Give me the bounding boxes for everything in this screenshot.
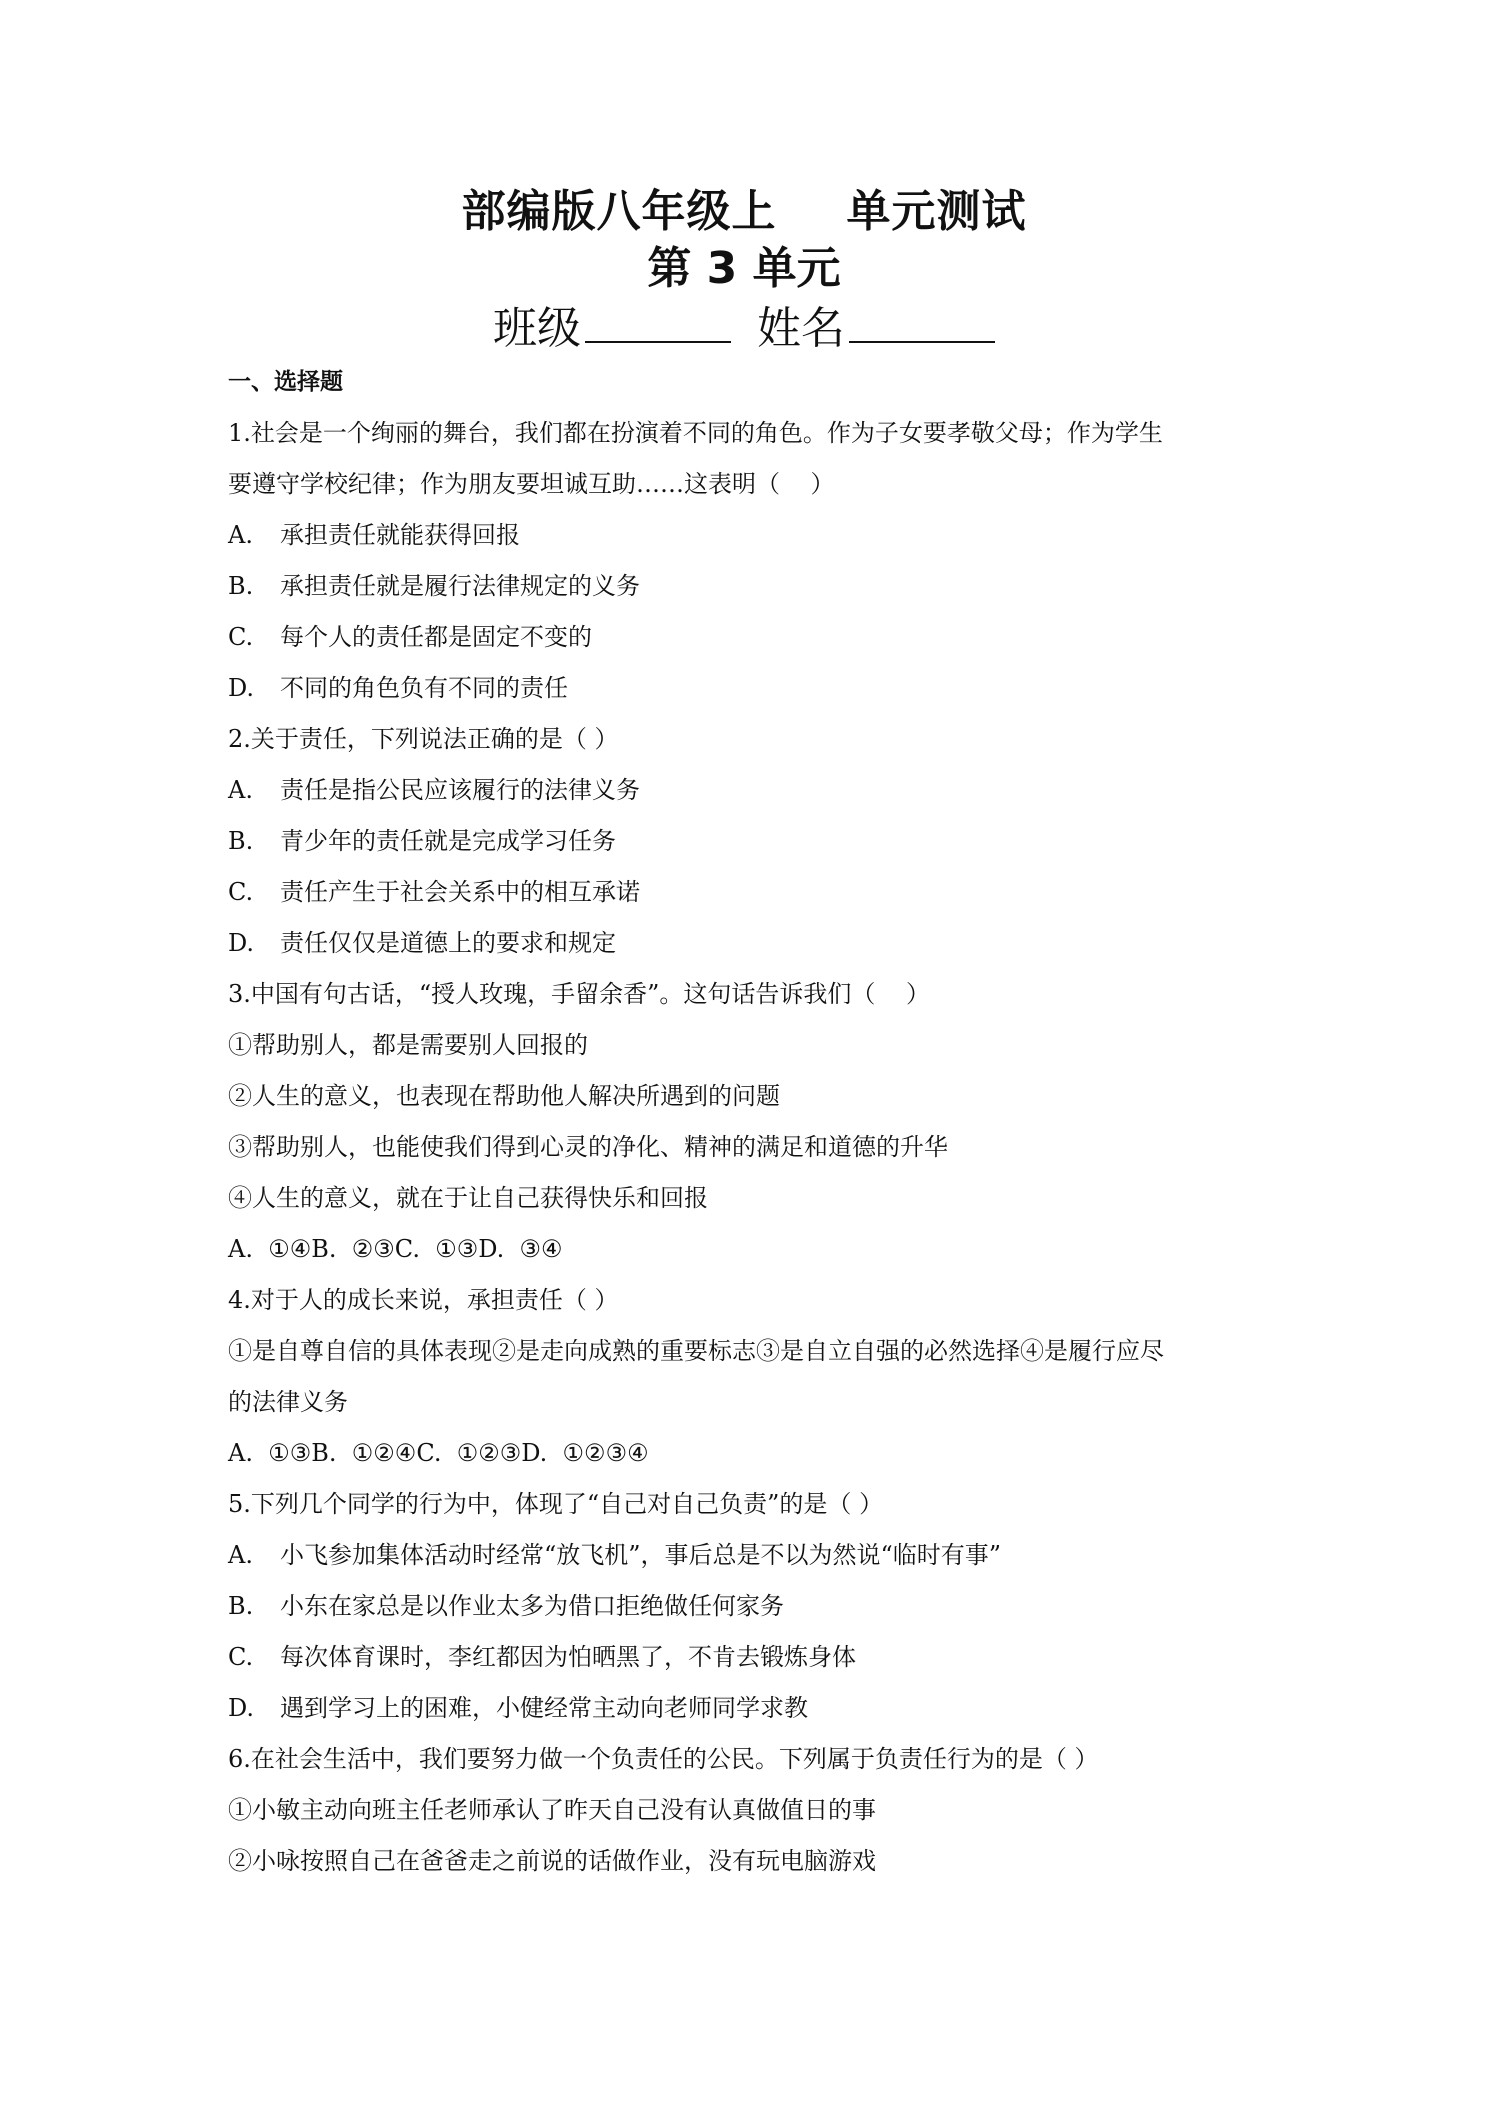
option-a: A. 承担责任就能获得回报 [228, 521, 520, 549]
option-b: B. 小东在家总是以作业太多为借口拒绝做任何家务 [228, 1592, 784, 1620]
statement-item: ②人生的意义，也表现在帮助他人解决所遇到的问题 [228, 1082, 780, 1110]
option-d: D. 责任仅仅是道德上的要求和规定 [228, 929, 616, 957]
question-4 [228, 1275, 1278, 1479]
title-left: 部编版八年级上 [461, 186, 777, 237]
option-c: C. 每次体育课时，李红都因为怕晒黑了，不肯去锻炼身体 [228, 1643, 856, 1671]
question-stem: 1.社会是一个绚丽的舞台，我们都在扮演着不同的角色。作为子女要孝敬父母；作为学生 [228, 419, 1163, 447]
statement-item: ①是自尊自信的具体表现②是走向成熟的重要标志③是自立自强的必然选择④是履行应尽 [228, 1337, 1164, 1365]
option-b: B. 青少年的责任就是完成学习任务 [228, 827, 616, 855]
statement-item: ①小敏主动向班主任老师承认了昨天自己没有认真做值日的事 [228, 1796, 876, 1824]
statement-item: 的法律义务 [228, 1388, 348, 1416]
inline-options: A. ①③B. ①②④C. ①②③D. ①②③④ [228, 1439, 649, 1467]
option-c: C. 每个人的责任都是固定不变的 [228, 623, 592, 651]
option-c: C. 责任产生于社会关系中的相互承诺 [228, 878, 640, 906]
name-blank[interactable] [849, 301, 995, 343]
statement-item: ②小咏按照自己在爸爸走之前说的话做作业，没有玩电脑游戏 [228, 1847, 876, 1875]
option-d: D. 遇到学习上的困难，小健经常主动向老师同学求教 [228, 1694, 808, 1722]
question-6 [228, 1734, 1278, 1887]
question-stem: 2.关于责任，下列说法正确的是（ ） [228, 725, 619, 753]
question-content [228, 362, 1278, 1887]
option-a: A. 责任是指公民应该履行的法律义务 [228, 776, 640, 804]
title-right: 单元测试 [846, 186, 1027, 237]
question-5 [228, 1479, 1278, 1734]
option-b: B. 承担责任就是履行法律规定的义务 [228, 572, 640, 600]
question-stem: 5.下列几个同学的行为中，体现了“自己对自己负责”的是（ ） [228, 1490, 884, 1518]
inline-options: A. ①④B. ②③C. ①③D. ③④ [228, 1235, 563, 1263]
unit-subtitle: 第 3 单元 [647, 243, 841, 294]
question-stem: 要遵守学校纪律；作为朋友要坦诚互助……这表明（ ） [228, 470, 835, 498]
option-d: D. 不同的角色负有不同的责任 [228, 674, 568, 702]
page-title [0, 184, 1488, 240]
question-stem: 4.对于人的成长来说，承担责任（ ） [228, 1286, 619, 1314]
question-1 [228, 408, 1278, 714]
question-stem: 6.在社会生活中，我们要努力做一个负责任的公民。下列属于负责任行为的是（ ） [228, 1745, 1099, 1773]
option-a: A. 小飞参加集体活动时经常“放飞机”，事后总是不以为然说“临时有事” [228, 1541, 1002, 1569]
question-2 [228, 714, 1278, 969]
statement-item: ③帮助别人，也能使我们得到心灵的净化、精神的满足和道德的升华 [228, 1133, 948, 1161]
question-3 [228, 969, 1278, 1275]
name-label: 姓名 [757, 303, 845, 354]
statement-item: ④人生的意义，就在于让自己获得快乐和回报 [228, 1184, 708, 1212]
student-info-line [0, 298, 1488, 360]
class-blank[interactable] [585, 301, 731, 343]
statement-item: ①帮助别人，都是需要别人回报的 [228, 1031, 588, 1059]
question-stem: 3.中国有句古话，“授人玫瑰，手留余香”。这句话告诉我们（ ） [228, 980, 930, 1008]
section-heading: 一、选择题 [228, 369, 343, 395]
title-block [0, 184, 1488, 360]
class-label: 班级 [493, 303, 581, 354]
